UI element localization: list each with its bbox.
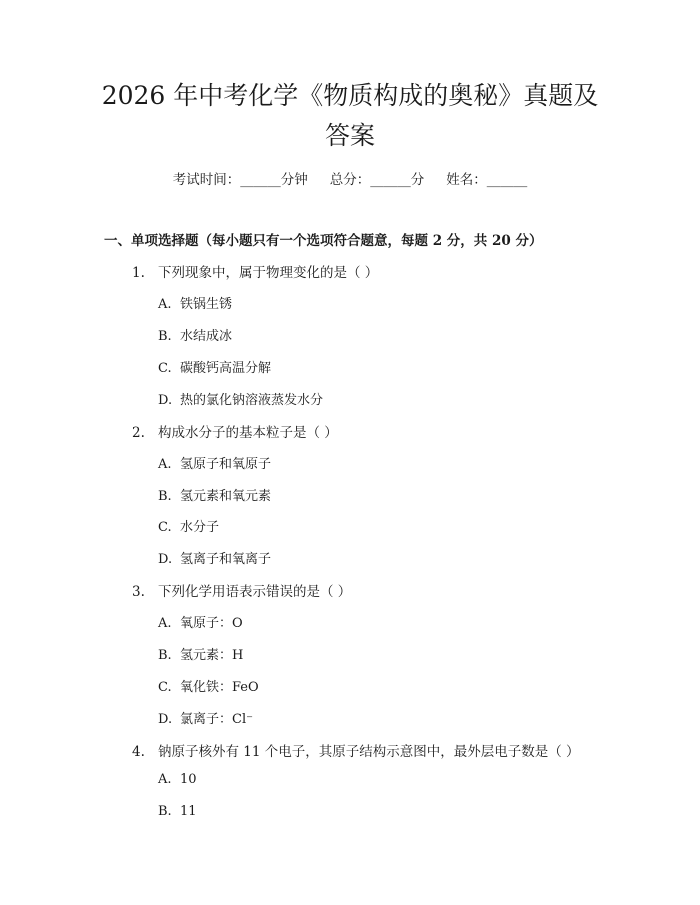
- question-4: [132, 740, 580, 760]
- question-text: 下列现象中，属于物理变化的是（ ）: [158, 265, 379, 281]
- question-text: 钠原子核外有 11 个电子，其原子结构示意图中，最外层电子数是（ ）: [158, 744, 580, 760]
- option-letter: A.: [158, 297, 172, 312]
- option-letter: B.: [158, 648, 172, 663]
- exam-time-field: 考试时间：______分钟: [172, 172, 308, 188]
- option-letter: A.: [158, 457, 172, 472]
- option-text: 氢元素：H: [180, 648, 244, 663]
- option-letter: D.: [158, 393, 173, 408]
- option-text: 氧原子：O: [180, 616, 243, 631]
- q4-option-a: [158, 772, 197, 787]
- option-text: 氢原子和氧原子: [180, 457, 272, 472]
- option-letter: B.: [158, 329, 172, 344]
- option-letter: A.: [158, 772, 172, 787]
- option-text: 水结成冰: [180, 329, 233, 344]
- title-line-2: 答案: [324, 121, 375, 150]
- option-text: 10: [180, 772, 197, 787]
- question-number: 1.: [132, 265, 145, 281]
- option-text: 氧化铁：FeO: [180, 680, 259, 695]
- question-3: [132, 580, 351, 600]
- option-letter: D.: [158, 552, 173, 567]
- question-text: 下列化学用语表示错误的是（ ）: [158, 584, 352, 600]
- q2-option-c: [158, 516, 219, 535]
- q3-option-a: [158, 612, 243, 631]
- option-letter: C.: [158, 361, 172, 376]
- section-heading: 一、单项选择题（每小题只有一个选项符合题意，每题 2 分，共 20 分）: [104, 233, 543, 249]
- title-line-1: 2026 年中考化学《物质构成的奥秘》真题及: [101, 81, 599, 110]
- option-text: 铁锅生锈: [180, 297, 233, 312]
- option-text: 碳酸钙高温分解: [180, 361, 272, 376]
- question-number: 2.: [132, 425, 145, 441]
- q2-option-d: [158, 548, 271, 567]
- q4-option-b: [158, 804, 197, 819]
- q1-option-b: [158, 325, 232, 344]
- q2-option-a: [158, 453, 271, 472]
- option-text: 热的氯化钠溶液蒸发水分: [180, 393, 324, 408]
- q3-option-d: [158, 708, 253, 727]
- question-2: [132, 421, 338, 441]
- option-text: 氢元素和氧元素: [180, 489, 272, 504]
- q3-option-c: [158, 676, 259, 695]
- option-letter: B.: [158, 489, 172, 504]
- option-letter: B.: [158, 804, 172, 819]
- option-text: 氯离子：Cl⁻: [180, 712, 253, 727]
- q2-option-b: [158, 485, 271, 504]
- option-text: 11: [180, 804, 197, 819]
- q3-option-b: [158, 644, 243, 663]
- exam-info-row: [0, 168, 700, 188]
- option-text: 水分子: [180, 520, 220, 535]
- q1-option-d: [158, 389, 323, 408]
- option-letter: C.: [158, 680, 172, 695]
- student-name-field: 姓名：______: [446, 172, 528, 188]
- q1-option-a: [158, 293, 232, 312]
- q1-option-c: [158, 357, 271, 376]
- question-number: 4.: [132, 744, 145, 760]
- option-letter: D.: [158, 712, 173, 727]
- page-title: [60, 76, 640, 156]
- option-text: 氢离子和氧离子: [180, 552, 272, 567]
- question-1: [132, 261, 378, 281]
- question-number: 3.: [132, 584, 145, 600]
- option-letter: C.: [158, 520, 172, 535]
- option-letter: A.: [158, 616, 172, 631]
- total-score-field: 总分：______分: [329, 172, 425, 188]
- question-text: 构成水分子的基本粒子是（ ）: [158, 425, 338, 441]
